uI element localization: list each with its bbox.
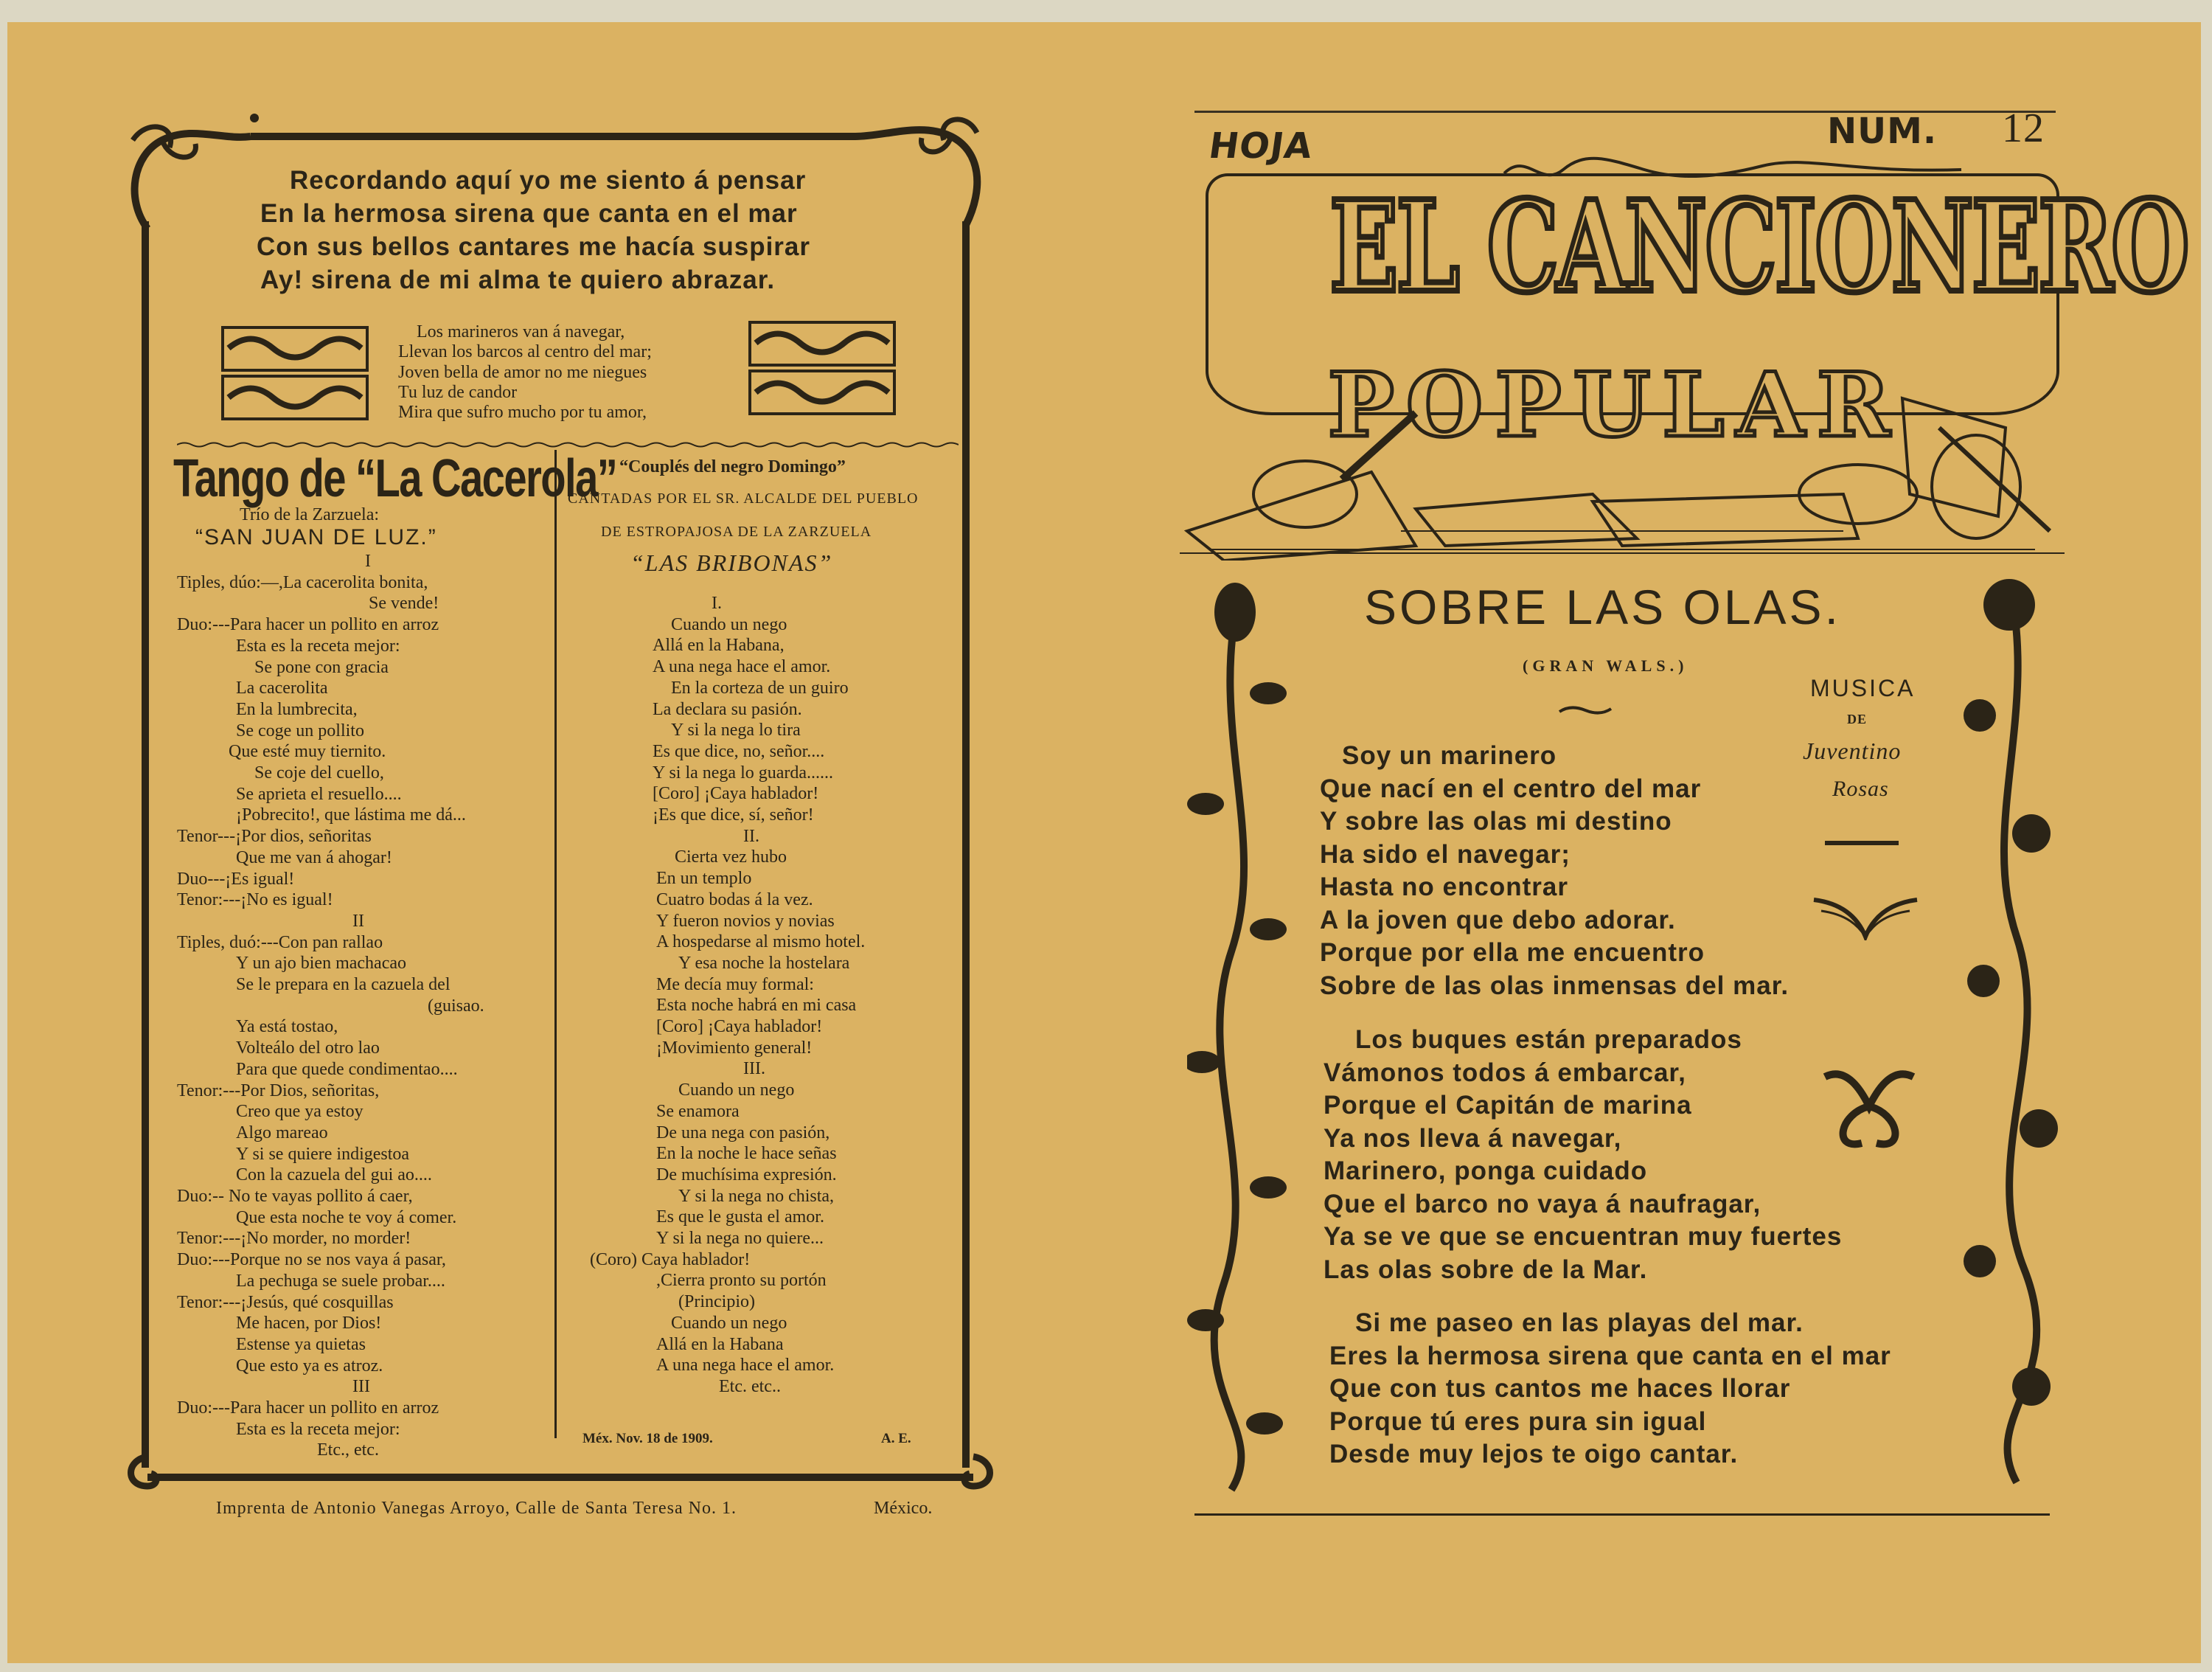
tango-line: Y un ajo bien machacao (236, 954, 407, 974)
tango-line: Volteálo del otro lao (236, 1038, 380, 1058)
tango-line: I (365, 552, 371, 571)
couples-line: Es que le gusta el amor. (656, 1207, 824, 1227)
couples-line: Me decía muy formal: (656, 974, 814, 994)
tango-line: Duo:---Para hacer un pollito en arroz (177, 1398, 439, 1418)
tango-line: Tenor:---¡No morder, no morder! (177, 1229, 411, 1249)
couples-line: A una nega hace el amor. (656, 1356, 835, 1376)
couples-line: En un templo (656, 869, 752, 889)
frame-left-rule (142, 221, 149, 1468)
couples-line: [Coro] ¡Caya hablador! (653, 784, 819, 804)
couples-line: (Coro) Caya hablador! (590, 1249, 751, 1269)
tango-line: La pechuga se suele probar.... (236, 1271, 445, 1291)
tango-zarzuela: “SAN JUAN DE LUZ.” (195, 525, 437, 549)
tango-line: Duo---¡Es igual! (177, 869, 295, 889)
tango-line: Tiples, duó:---Con pan rallao (177, 932, 383, 952)
second-stanza-line-4: Tu luz de candor (398, 383, 518, 402)
tango-line: Que me van á ahogar! (236, 847, 392, 867)
stanza3-line: Que con tus cantos me haces llorar (1329, 1374, 1791, 1403)
tango-subtitle: Trío de la Zarzuela: (240, 505, 380, 524)
stanza1-line: Sobre de las olas inmensas del mar. (1320, 971, 1790, 1000)
stanza2-line: Ya se ve que se encuentran muy fuertes (1324, 1222, 1843, 1251)
floral-vine-left (1187, 583, 1290, 1497)
tango-line: Tenor:---¡No es igual! (177, 890, 333, 910)
tango-line: Y si se quiere indigestoa (236, 1144, 410, 1164)
intro-line-1: Recordando aquí yo me siento á pensar (290, 166, 807, 195)
couples-line: En la noche le hace señas (656, 1144, 837, 1164)
couples-subtitle-1: CANTADAS POR EL SR. ALCALDE DEL PUEBLO (568, 490, 919, 507)
song-subtitle: (GRAN WALS.) (1523, 656, 1688, 675)
tango-line: Duo:---Porque no se nos vaya á pasar, (177, 1250, 446, 1270)
couples-line: I. (712, 594, 722, 613)
masthead-title: EL CANCIONERO (1329, 173, 2188, 321)
tango-line: Se le prepara en la cazuela del (236, 975, 451, 994)
second-stanza-line-3: Joven bella de amor no me niegues (398, 363, 647, 382)
couples-line: Y si la nega lo guarda...... (653, 763, 834, 783)
stanza3-line: Desde muy lejos te oigo cantar. (1329, 1440, 1739, 1468)
wing-ornament (1806, 889, 1924, 940)
stanza2-line: Marinero, ponga cuidado (1324, 1156, 1648, 1185)
tango-line: Se pone con gracia (254, 657, 389, 677)
couples-line: Es que dice, no, señor.... (653, 741, 825, 761)
couples-line: Y esa noche la hostelara (678, 953, 850, 973)
tango-line: Esta es la receta mejor: (236, 1419, 400, 1439)
couples-line: De una nega con pasión, (656, 1123, 830, 1142)
floral-vine-right (1958, 568, 2061, 1497)
tango-line: Ya está tostao, (236, 1017, 338, 1037)
couples-line: Se enamora (656, 1101, 740, 1121)
stanza1-line: Hasta no encontrar (1320, 873, 1568, 901)
tango-line: (guisao. (428, 996, 484, 1016)
tango-line: ¡Pobrecito!, que lástima me dá... (236, 805, 466, 825)
tango-line: Que esto ya es atroz. (236, 1356, 383, 1376)
tango-line: Algo mareao (236, 1123, 328, 1142)
musical-instruments-illustration (1180, 384, 2065, 561)
couples-line: (Principio) (678, 1292, 755, 1312)
stanza1-line: Y sobre las olas mi destino (1320, 807, 1672, 836)
tango-line: Tenor:---Por Dios, señoritas, (177, 1080, 380, 1100)
music-de-label: DE (1847, 712, 1868, 726)
tango-line: Me hacen, por Dios! (236, 1314, 382, 1333)
hoja-label: HOJA (1206, 125, 1315, 167)
stanza1-line: Soy un marinero (1342, 741, 1557, 770)
stanza2-line: Los buques están preparados (1355, 1025, 1742, 1054)
composer-rule (1825, 841, 1899, 845)
corner-scroll-ornament-br (951, 1453, 1010, 1497)
couples-line: II. (743, 826, 759, 846)
masthead-subtitle: POPULAR (1327, 353, 1902, 457)
couples-line: Etc. etc.. (719, 1376, 781, 1396)
stanza1-line: Ha sido el navegar; (1320, 839, 1571, 869)
couples-line: ¡Es que dice, sí, señor! (653, 805, 814, 825)
song-title: SOBRE LAS OLAS. (1364, 580, 1841, 634)
tango-line: Duo:-- No te vayas pollito á caer, (177, 1187, 413, 1206)
couples-line: A una nega hace el amor. (653, 657, 831, 677)
couples-line: Cuatro bodas á la vez. (656, 889, 813, 909)
stanza1-line: A la joven que debo adorar. (1320, 905, 1676, 934)
tango-line: Creo que ya estoy (236, 1102, 364, 1122)
couples-line: Cierta vez hubo (675, 847, 787, 867)
tango-line: Tiples, dúo:—,La cacerolita bonita, (177, 572, 428, 592)
corner-scroll-ornament-tl (118, 111, 265, 243)
tango-line: Tenor---¡Por dios, señoritas (177, 827, 372, 847)
couples-line: ,Cierra pronto su portón (656, 1271, 827, 1291)
couples-line: Y si la nega lo tira (671, 721, 801, 740)
stanza2-line: Porque el Capitán de marina (1324, 1091, 1692, 1120)
stanza1-line: Que nací en el centro del mar (1320, 774, 1702, 803)
corner-scroll-ornament-bl (118, 1453, 177, 1497)
intro-line-4: Ay! sirena de mi alma te quiero abrazar. (260, 266, 776, 294)
stanza2-line: Que el barco no vaya á naufragar, (1324, 1189, 1761, 1218)
music-label: MUSICA (1810, 675, 1916, 701)
couples-initials: A. E. (881, 1431, 911, 1446)
tango-line: Tenor:---¡Jesús, qué cosquillas (177, 1292, 394, 1312)
stanza2-line: Las olas sobre de la Mar. (1324, 1255, 1648, 1284)
tilde-ornament (1556, 704, 1615, 716)
stanza1-line: Porque por ella me encuentro (1320, 938, 1705, 967)
couples-line: Y si la nega no quiere... (656, 1229, 824, 1248)
composer-first-name: Juventino (1803, 738, 1902, 764)
couples-title: “Couplés del negro Domingo” (619, 457, 846, 476)
second-stanza-line-1: Los marineros van á navegar, (417, 322, 625, 341)
imprint-city: México. (874, 1499, 933, 1518)
corner-scroll-ornament-tr (855, 107, 995, 232)
intro-line-3: Con sus bellos cantares me hacía suspirar (257, 232, 811, 261)
couples-line: Esta noche habrá en mi casa (656, 996, 857, 1016)
tango-line: Estense ya quietas (236, 1334, 366, 1354)
couples-line: A hospedarse al mismo hotel. (656, 932, 866, 952)
stanza3-line: Porque tú eres pura sin igual (1329, 1406, 1707, 1436)
tango-line: Se vende! (369, 594, 439, 614)
couples-line: Cuando un nego (678, 1080, 795, 1100)
stanza3-line: Si me paseo en las playas del mar. (1355, 1308, 1804, 1337)
tango-line: II (352, 911, 364, 931)
couples-line: III. (743, 1059, 765, 1079)
intro-line-2: En la hermosa sirena que canta en el mar (260, 199, 798, 228)
floral-block-ornament-right (748, 321, 896, 417)
couples-line: La declara su pasión. (653, 699, 802, 719)
second-stanza-line-2: Llevan los barcos al centro del mar; (398, 342, 652, 361)
couples-line: Allá en la Habana (656, 1334, 784, 1354)
couples-line: ¡Movimiento general! (656, 1038, 813, 1058)
couples-line: En la corteza de un guiro (671, 678, 849, 698)
couples-line: De muchísima expresión. (656, 1165, 837, 1184)
stanza3-line: Eres la hermosa sirena que canta en el mar (1329, 1341, 1891, 1370)
composer-last-name: Rosas (1832, 777, 1889, 801)
tango-line: Que esta noche te voy á comer. (236, 1207, 457, 1227)
frame-top-rule (251, 133, 855, 140)
frame-bottom-rule (147, 1474, 973, 1481)
second-stanza-line-5: Mira que sufro mucho por tu amor, (398, 403, 647, 422)
stanza2-line: Vámonos todos á embarcar, (1324, 1058, 1686, 1087)
tango-line: III (352, 1377, 370, 1397)
couples-line: Allá en la Habana, (653, 636, 785, 656)
num-label: NUM. (1827, 111, 1938, 152)
couples-line: Y si la nega no chista, (678, 1186, 835, 1206)
issue-number: 12 (2002, 105, 2045, 151)
couples-subtitle-2: DE ESTROPAJOSA DE LA ZARZUELA (601, 524, 872, 540)
tango-line: Con la cazuela del gui ao.... (236, 1165, 432, 1185)
swirl-ornament (1818, 1062, 1921, 1158)
column-divider (554, 450, 557, 1438)
couples-zarzuela: “LAS BRIBONAS” (630, 549, 833, 576)
tango-line: Para que quede condimentao.... (236, 1059, 458, 1079)
imprint-line: Imprenta de Antonio Vanegas Arroyo, Calle de Santa Teresa No. 1. (216, 1499, 737, 1518)
couples-line: Cuando un nego (671, 614, 787, 634)
tango-line: Se coje del cuello, (254, 763, 384, 783)
wavy-divider (177, 441, 959, 448)
couples-line: Cuando un nego (671, 1313, 787, 1333)
floral-block-ornament-left (221, 326, 369, 422)
bottom-rule (1194, 1513, 2050, 1516)
tango-line: En la lumbrecita, (236, 699, 358, 719)
couples-line: [Coro] ¡Caya hablador! (656, 1017, 823, 1036)
tango-line: Que esté muy tiernito. (229, 742, 386, 762)
frame-right-rule (962, 221, 970, 1468)
couples-line: Y fueron novios y novias (656, 911, 835, 931)
tango-line: Duo:---Para hacer un pollito en arroz (177, 615, 439, 635)
tango-line: Se aprieta el resuello.... (236, 784, 402, 804)
tango-line: Etc., etc. (317, 1440, 379, 1460)
tango-line: Se coge un pollito (236, 721, 364, 740)
tango-line: Esta es la receta mejor: (236, 636, 400, 656)
couples-date: Méx. Nov. 18 de 1909. (582, 1431, 713, 1446)
tango-title: Tango de “La Cacerola” (173, 449, 617, 508)
tango-line: La cacerolita (236, 679, 328, 698)
stanza2-line: Ya nos lleva á navegar, (1324, 1123, 1622, 1153)
